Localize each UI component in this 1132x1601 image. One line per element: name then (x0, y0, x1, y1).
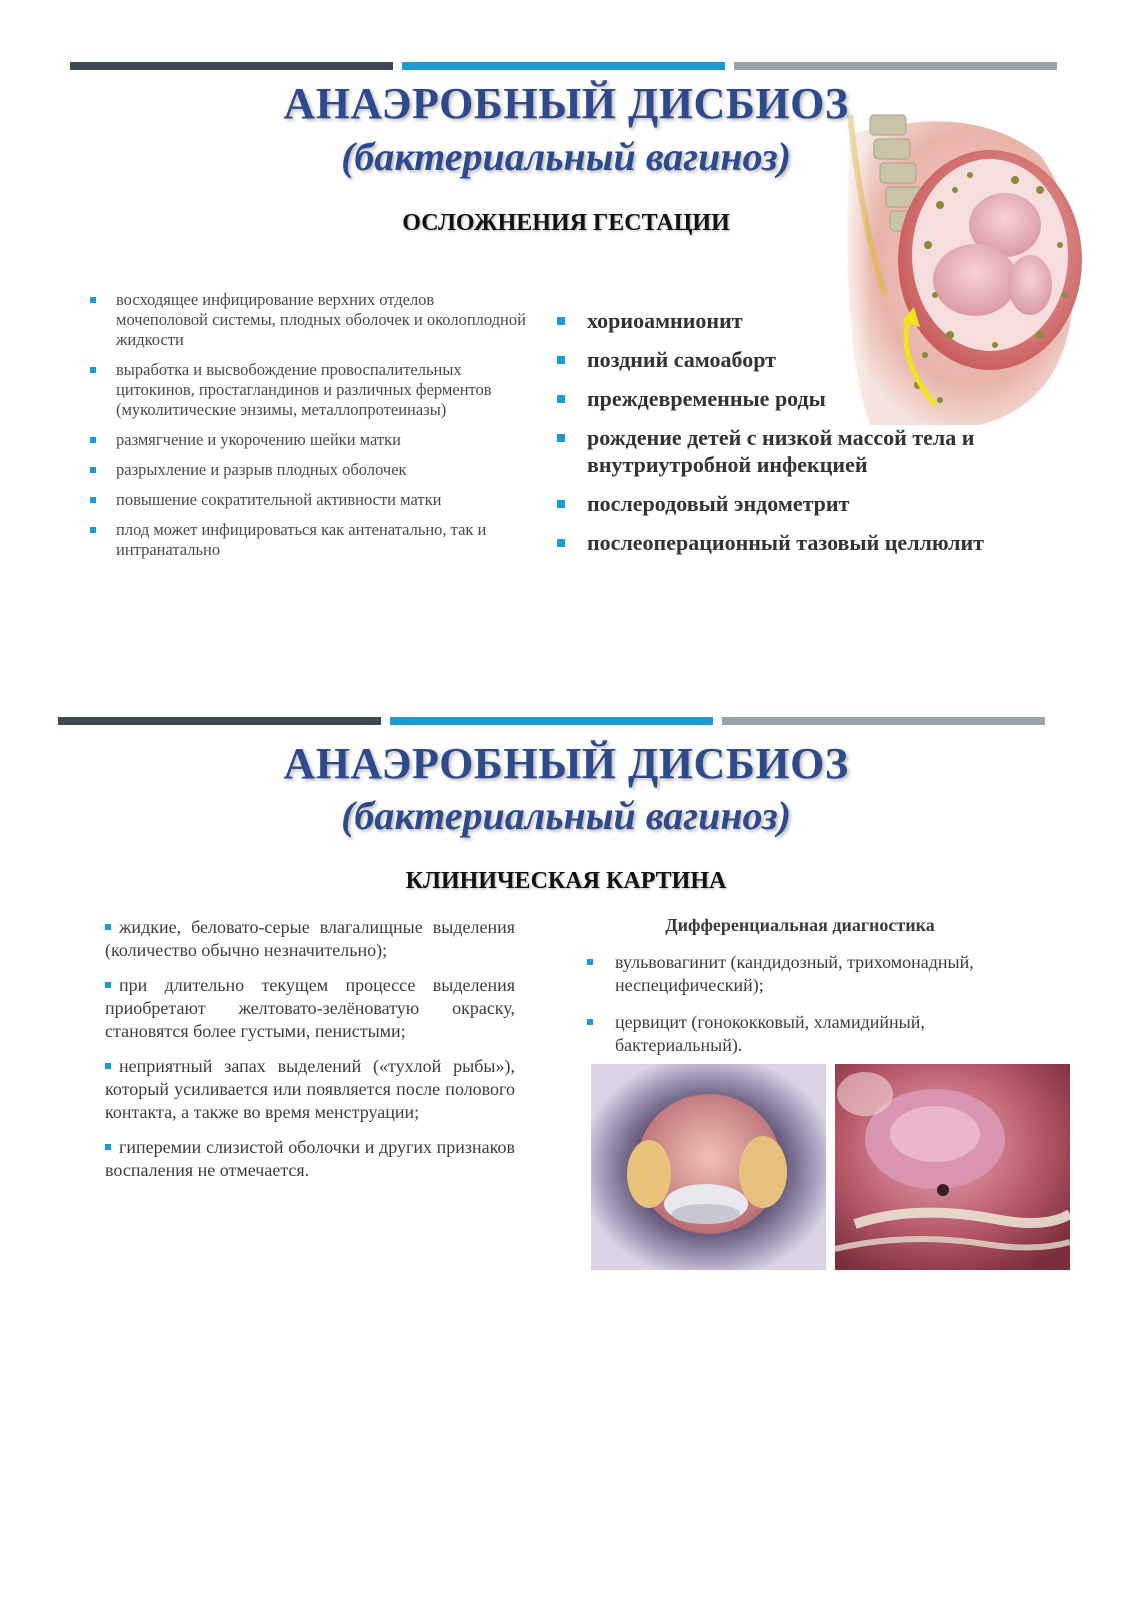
list-item: выработка и высвобождение провоспалительных цитокинов, простагландинов и различных ферментов (муколитические энзимы, металлопротеиназы) (90, 360, 530, 420)
bullet-icon (557, 539, 565, 547)
header-bar-gray (734, 62, 1057, 70)
complications-list (557, 307, 1017, 568)
bullet-icon (90, 467, 96, 473)
bullet-icon (557, 317, 565, 325)
list-item: плод может инфицироваться как антенатально, так и интранатально (90, 520, 530, 560)
header-bar-dark (58, 717, 381, 725)
diff-diagnosis-heading: Дифференциальная диагностика (665, 915, 935, 935)
header-bar-dark (70, 62, 393, 70)
bullet-icon (105, 924, 111, 930)
bullet-icon (587, 959, 593, 965)
list-item: жидкие, беловато-серые влагалищные выделения (количество обычно незначительно); (105, 917, 515, 960)
header-bar-gray (722, 717, 1045, 725)
diff-diagnosis-list (587, 951, 1027, 1071)
slide1-section-heading: ОСЛОЖНЕНИЯ ГЕСТАЦИИ (402, 210, 730, 236)
slide2-subtitle: (бактериальный вагиноз) (341, 793, 791, 838)
bullet-icon (557, 395, 565, 403)
list-item: преждевременные роды (557, 385, 1017, 412)
mechanisms-list (90, 290, 530, 570)
slide-complications (0, 0, 1132, 700)
list-item: неприятный запах выделений («тухлой рыбы»), который усиливается или появляется после полового контакта, а также во время менструации; (105, 1056, 515, 1122)
bullet-icon (90, 527, 96, 533)
speculum-exam-photo (591, 1064, 826, 1270)
list-item: хориоамнионит (557, 307, 1017, 334)
list-item: восходящее инфицирование верхних отделов мочеполовой системы, плодных оболочек и околоплодной жидкости (90, 290, 530, 350)
bullet-icon (557, 356, 565, 364)
bullet-icon (587, 1019, 593, 1025)
list-item: вульвовагинит (кандидозный, трихомонадный, неспецифический); (587, 951, 1027, 997)
bullet-icon (557, 500, 565, 508)
cervix-discharge-photo (835, 1064, 1070, 1270)
list-item: повышение сократительной активности матки (90, 490, 530, 510)
bullet-icon (105, 1063, 111, 1069)
slide1-subtitle: (бактериальный вагиноз) (341, 134, 791, 179)
list-item: послеродовый эндометрит (557, 490, 1017, 517)
list-item: цервицит (гонококковый, хламидийный, бактериальный). (587, 1011, 1027, 1057)
list-item: поздний самоаборт (557, 346, 1017, 373)
bullet-icon (90, 497, 96, 503)
list-item: разрыхление и разрыв плодных оболочек (90, 460, 530, 480)
bullet-icon (90, 297, 96, 303)
symptoms-list (105, 916, 515, 1194)
list-item: размягчение и укорочению шейки матки (90, 430, 530, 450)
list-item: послеоперационный тазовый целлюлит (557, 529, 1017, 556)
bullet-icon (105, 982, 111, 988)
list-item: рождение детей с низкой массой тела и внутриутробной инфекцией (557, 424, 1017, 478)
slide2-title: АНАЭРОБНЫЙ ДИСБИОЗ (283, 739, 849, 788)
bullet-icon (557, 434, 565, 442)
bullet-icon (90, 367, 96, 373)
header-bar-blue (390, 717, 713, 725)
slide-clinical-picture (0, 700, 1132, 1320)
slide2-section-heading: КЛИНИЧЕСКАЯ КАРТИНА (405, 868, 727, 894)
slide1-title: АНАЭРОБНЫЙ ДИСБИОЗ (283, 79, 849, 128)
list-item: при длительно текущем процессе выделения приобретают желтовато-зелёноватую окраску, становятся более густыми, пенистыми; (105, 975, 515, 1041)
list-item: гиперемии слизистой оболочки и других признаков воспаления не отмечается. (105, 1137, 515, 1180)
bullet-icon (90, 437, 96, 443)
bullet-icon (105, 1144, 111, 1150)
header-bar-blue (402, 62, 725, 70)
